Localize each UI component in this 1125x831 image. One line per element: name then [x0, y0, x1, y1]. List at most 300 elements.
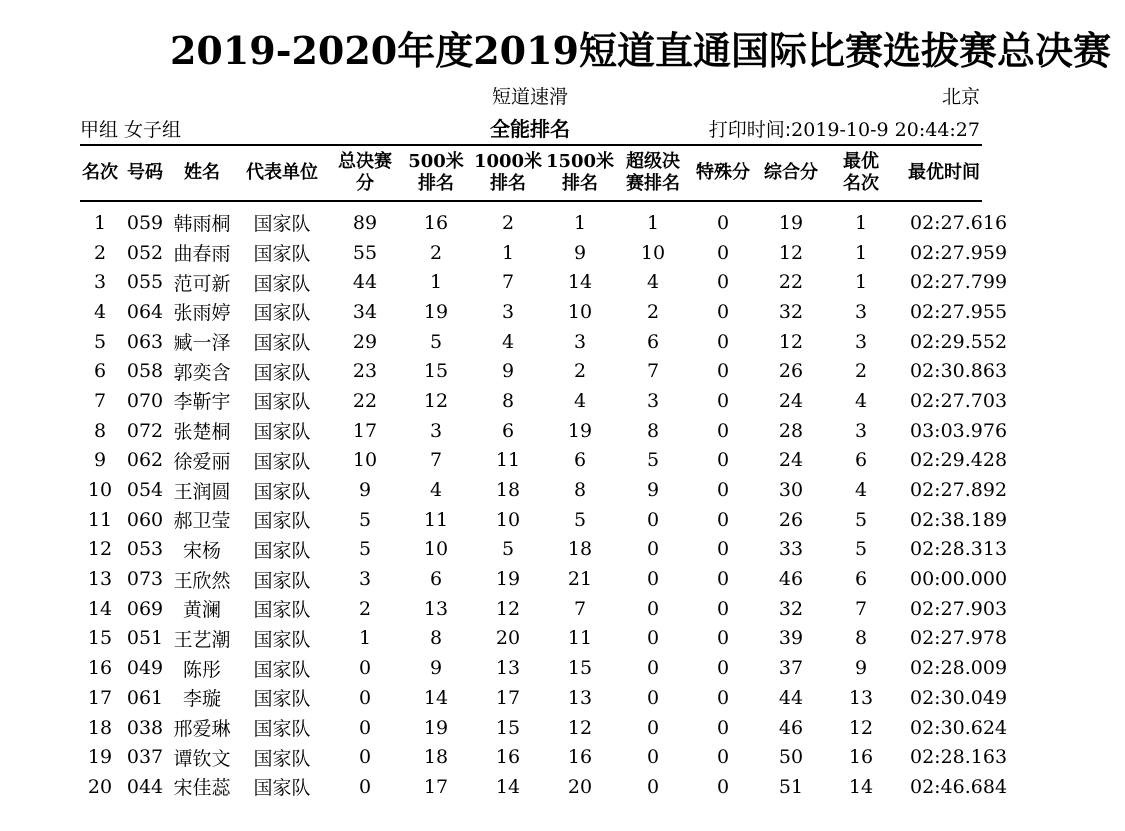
cell-rank: 20: [87, 775, 113, 798]
table-row: [80, 653, 992, 683]
cell-final-score: 89: [352, 211, 378, 234]
cell-rank-1000m: 15: [495, 716, 521, 739]
cell-rank-500m: 13: [423, 597, 449, 620]
cell-special-score: 0: [716, 597, 730, 620]
table-row: [80, 535, 992, 565]
cell-number: 059: [126, 211, 164, 234]
cell-final-score: 34: [352, 300, 378, 323]
cell-rank-500m: 7: [429, 449, 443, 472]
cell-rank-1500m: 15: [567, 657, 593, 680]
cell-rank-1000m: 1: [501, 241, 515, 264]
cell-best-rank: 2: [854, 360, 868, 383]
cell-special-score: 0: [716, 241, 730, 264]
cell-best-rank: 6: [854, 568, 868, 591]
cell-rank-1500m: 16: [567, 746, 593, 769]
cell-rank-1000m: 5: [501, 538, 515, 561]
cell-rank-1500m: 21: [567, 568, 593, 591]
cell-rank-1500m: 18: [567, 538, 593, 561]
cell-special-score: 0: [716, 508, 730, 531]
cell-unit: 国家队: [253, 658, 311, 681]
cell-rank-1000m: 17: [495, 686, 521, 709]
cell-special-score: 0: [716, 479, 730, 502]
cell-rank: 12: [87, 538, 113, 561]
cell-unit: 国家队: [253, 302, 311, 325]
cell-rank: 16: [87, 657, 113, 680]
cell-rank-1500m: 1: [573, 211, 587, 234]
ranking-title: 全能排名: [490, 117, 570, 141]
cell-final-score: 9: [358, 479, 372, 502]
cell-name: 邢爱琳: [173, 718, 231, 741]
cell-number: 060: [126, 508, 164, 531]
cell-best-rank: 6: [854, 449, 868, 472]
cell-final-score: 23: [352, 360, 378, 383]
cell-superfinal-rank: 0: [646, 508, 660, 531]
cell-best-time: 02:27.959: [910, 241, 1008, 264]
cell-unit: 国家队: [253, 272, 311, 295]
cell-rank: 2: [93, 241, 107, 264]
cell-best-time: 02:27.703: [910, 389, 1008, 412]
cell-special-score: 0: [716, 686, 730, 709]
info-line: [80, 113, 980, 143]
cell-number: 052: [126, 241, 164, 264]
cell-name: 李靳宇: [173, 391, 231, 414]
cell-final-score: 10: [352, 449, 378, 472]
cell-unit: 国家队: [253, 628, 311, 651]
cell-unit: 国家队: [253, 539, 311, 562]
cell-special-score: 0: [716, 538, 730, 561]
cell-superfinal-rank: 0: [646, 775, 660, 798]
table-row: [80, 564, 992, 594]
cell-best-time: 02:28.009: [910, 657, 1008, 680]
cell-final-score: 0: [358, 746, 372, 769]
cell-rank: 1: [93, 211, 107, 234]
cell-total-score: 51: [778, 775, 804, 798]
header-spacer: [80, 200, 992, 208]
cell-best-rank: 1: [854, 271, 868, 294]
cell-total-score: 33: [778, 538, 804, 561]
cell-rank: 6: [93, 360, 107, 383]
cell-best-rank: 4: [854, 389, 868, 412]
cell-rank-1500m: 2: [573, 360, 587, 383]
cell-rank-1000m: 4: [501, 330, 515, 353]
cell-number: 037: [126, 746, 164, 769]
cell-rank-1000m: 10: [495, 508, 521, 531]
cell-superfinal-rank: 2: [646, 300, 660, 323]
cell-final-score: 55: [352, 241, 378, 264]
cell-superfinal-rank: 6: [646, 330, 660, 353]
cell-superfinal-rank: 9: [646, 479, 660, 502]
cell-total-score: 26: [778, 360, 804, 383]
table-row: [80, 624, 992, 654]
cell-rank-1500m: 12: [567, 716, 593, 739]
cell-number: 044: [126, 775, 164, 798]
cell-rank-1500m: 13: [567, 686, 593, 709]
table-row: [80, 594, 992, 624]
cell-unit: 国家队: [253, 510, 311, 533]
cell-best-time: 02:30.863: [910, 360, 1008, 383]
cell-name: 李璇: [182, 688, 221, 711]
cell-name: 范可新: [173, 272, 231, 295]
cell-best-time: 02:27.799: [910, 271, 1008, 294]
cell-number: 053: [126, 538, 164, 561]
cell-rank-1500m: 3: [573, 330, 587, 353]
table-row: [80, 356, 992, 386]
cell-rank-1000m: 6: [501, 419, 515, 442]
cell-superfinal-rank: 0: [646, 597, 660, 620]
sport-name: 短道速滑: [491, 86, 568, 108]
cell-rank-500m: 11: [423, 508, 449, 531]
cell-superfinal-rank: 0: [646, 686, 660, 709]
cell-rank: 11: [87, 508, 113, 531]
cell-rank: 5: [93, 330, 107, 353]
cell-unit: 国家队: [253, 361, 311, 384]
cell-total-score: 37: [778, 657, 804, 680]
cell-rank: 17: [87, 686, 113, 709]
cell-rank-1000m: 18: [495, 479, 521, 502]
table-row: [80, 297, 992, 327]
cell-total-score: 32: [778, 300, 804, 323]
table-row: [80, 742, 992, 772]
table-row: [80, 386, 992, 416]
cell-total-score: 28: [778, 419, 804, 442]
cell-best-rank: 13: [848, 686, 874, 709]
cell-rank: 9: [93, 449, 107, 472]
cell-name: 谭钦文: [173, 747, 231, 770]
cell-final-score: 44: [352, 271, 378, 294]
cell-superfinal-rank: 4: [646, 271, 660, 294]
cell-name: 张楚桐: [173, 421, 231, 444]
cell-best-rank: 4: [854, 479, 868, 502]
cell-rank-500m: 14: [423, 686, 449, 709]
cell-best-rank: 1: [854, 241, 868, 264]
cell-special-score: 0: [716, 271, 730, 294]
group-label: 甲组 女子组: [80, 119, 182, 141]
cell-best-time: 02:27.616: [910, 211, 1008, 234]
cell-number: 058: [126, 360, 164, 383]
cell-rank-1500m: 10: [567, 300, 593, 323]
cell-total-score: 39: [778, 627, 804, 650]
cell-rank-1000m: 7: [501, 271, 515, 294]
cell-best-rank: 12: [848, 716, 874, 739]
table-row: [80, 416, 992, 446]
cell-best-rank: 5: [854, 508, 868, 531]
cell-best-rank: 3: [854, 330, 868, 353]
cell-number: 049: [126, 657, 164, 680]
cell-final-score: 5: [358, 508, 372, 531]
cell-special-score: 0: [716, 300, 730, 323]
cell-final-score: 0: [358, 775, 372, 798]
cell-rank-500m: 19: [423, 716, 449, 739]
cell-special-score: 0: [716, 568, 730, 591]
cell-unit: 国家队: [253, 688, 311, 711]
cell-final-score: 29: [352, 330, 378, 353]
cell-number: 061: [126, 686, 164, 709]
cell-total-score: 46: [778, 716, 804, 739]
cell-rank-1500m: 14: [567, 271, 593, 294]
cell-unit: 国家队: [253, 450, 311, 473]
cell-total-score: 24: [778, 449, 804, 472]
cell-special-score: 0: [716, 627, 730, 650]
cell-final-score: 1: [358, 627, 372, 650]
col-header-total: 综合分: [764, 162, 818, 183]
cell-name: 曲春雨: [173, 243, 231, 266]
cell-best-time: 02:38.189: [910, 508, 1008, 531]
cell-rank-1000m: 16: [495, 746, 521, 769]
cell-number: 054: [126, 479, 164, 502]
cell-total-score: 50: [778, 746, 804, 769]
cell-rank-500m: 5: [429, 330, 443, 353]
cell-best-time: 02:29.428: [910, 449, 1008, 472]
ranking-table: [80, 146, 1008, 802]
cell-name: 韩雨桐: [173, 213, 231, 236]
cell-rank-1500m: 7: [573, 597, 587, 620]
cell-unit: 国家队: [253, 391, 311, 414]
cell-rank-1500m: 19: [567, 419, 593, 442]
col-header-best-rank: 最优 名次: [843, 151, 879, 194]
cell-rank-1000m: 20: [495, 627, 521, 650]
cell-rank: 13: [87, 568, 113, 591]
cell-best-time: 02:30.624: [910, 716, 1008, 739]
cell-superfinal-rank: 3: [646, 389, 660, 412]
cell-total-score: 30: [778, 479, 804, 502]
cell-best-time: 02:30.049: [910, 686, 1008, 709]
table-row: [80, 446, 992, 476]
cell-rank-1000m: 3: [501, 300, 515, 323]
cell-superfinal-rank: 5: [646, 449, 660, 472]
table-row: [80, 772, 992, 802]
cell-rank-500m: 4: [429, 479, 443, 502]
cell-number: 064: [126, 300, 164, 323]
cell-rank-500m: 10: [423, 538, 449, 561]
cell-total-score: 26: [778, 508, 804, 531]
col-header-1000m: 1000米 排名: [473, 151, 543, 194]
table-row: [80, 208, 992, 238]
col-header-1500m: 1500米 排名: [545, 151, 615, 194]
cell-rank-1500m: 9: [573, 241, 587, 264]
col-header-number: 号码: [127, 162, 163, 183]
col-header-special: 特殊分: [696, 162, 750, 183]
cell-rank-1500m: 8: [573, 479, 587, 502]
cell-superfinal-rank: 1: [646, 211, 660, 234]
cell-rank-500m: 1: [429, 271, 443, 294]
cell-unit: 国家队: [253, 718, 311, 741]
cell-name: 张雨婷: [173, 302, 231, 325]
cell-rank-500m: 9: [429, 657, 443, 680]
cell-name: 王艺潮: [173, 628, 231, 651]
cell-rank-1000m: 13: [495, 657, 521, 680]
page-title: 2019-2020年度2019短道直通国际比赛选拔赛总决赛: [169, 28, 1111, 73]
cell-best-rank: 9: [854, 657, 868, 680]
table-row: [80, 505, 992, 535]
cell-name: 徐爱丽: [173, 450, 231, 473]
cell-total-score: 22: [778, 271, 804, 294]
cell-best-rank: 3: [854, 300, 868, 323]
cell-rank-1000m: 9: [501, 360, 515, 383]
cell-rank: 3: [93, 271, 107, 294]
cell-number: 070: [126, 389, 164, 412]
col-header-final-score: 总决赛 分: [338, 151, 392, 194]
cell-best-time: 02:28.163: [910, 746, 1008, 769]
cell-best-time: 00:00.000: [910, 568, 1008, 591]
cell-rank-1000m: 11: [495, 449, 521, 472]
subtitle-line: [80, 80, 980, 110]
cell-superfinal-rank: 0: [646, 627, 660, 650]
cell-rank-1500m: 20: [567, 775, 593, 798]
cell-rank-500m: 17: [423, 775, 449, 798]
cell-unit: 国家队: [253, 332, 311, 355]
cell-number: 062: [126, 449, 164, 472]
cell-rank-1500m: 5: [573, 508, 587, 531]
cell-special-score: 0: [716, 389, 730, 412]
print-time: [709, 115, 980, 142]
table-row: [80, 267, 992, 297]
table-header-row: [80, 146, 992, 200]
cell-number: 072: [126, 419, 164, 442]
table-row: [80, 683, 992, 713]
cell-number: 063: [126, 330, 164, 353]
cell-final-score: 0: [358, 716, 372, 739]
cell-unit: 国家队: [253, 243, 311, 266]
cell-special-score: 0: [716, 746, 730, 769]
cell-final-score: 22: [352, 389, 378, 412]
cell-special-score: 0: [716, 716, 730, 739]
cell-number: 073: [126, 568, 164, 591]
cell-name: 陈彤: [182, 658, 221, 681]
cell-rank: 18: [87, 716, 113, 739]
cell-rank-500m: 16: [423, 211, 449, 234]
col-header-unit: 代表单位: [246, 162, 318, 183]
cell-rank: 10: [87, 479, 113, 502]
cell-special-score: 0: [716, 211, 730, 234]
cell-total-score: 19: [778, 211, 804, 234]
cell-special-score: 0: [716, 330, 730, 353]
cell-name: 宋杨: [182, 539, 221, 562]
print-time-value: 2019-10-9 20:44:27: [791, 119, 980, 141]
cell-best-time: 03:03.976: [910, 419, 1008, 442]
cell-best-rank: 8: [854, 627, 868, 650]
cell-superfinal-rank: 0: [646, 538, 660, 561]
cell-total-score: 12: [778, 241, 804, 264]
cell-best-time: 02:27.903: [910, 597, 1008, 620]
cell-special-score: 0: [716, 657, 730, 680]
cell-rank: 15: [87, 627, 113, 650]
cell-name: 王润圆: [173, 480, 231, 503]
col-header-500m: 500米 排名: [408, 151, 464, 194]
city-name: 北京: [941, 86, 980, 108]
cell-rank-500m: 19: [423, 300, 449, 323]
table-body: [80, 200, 1008, 802]
cell-number: 051: [126, 627, 164, 650]
cell-superfinal-rank: 8: [646, 419, 660, 442]
cell-superfinal-rank: 0: [646, 657, 660, 680]
cell-final-score: 0: [358, 657, 372, 680]
cell-rank-1500m: 4: [573, 389, 587, 412]
table-row: [80, 327, 992, 357]
cell-name: 宋佳蕊: [173, 777, 231, 800]
cell-final-score: 5: [358, 538, 372, 561]
cell-rank: 14: [87, 597, 113, 620]
cell-total-score: 12: [778, 330, 804, 353]
cell-rank-500m: 12: [423, 389, 449, 412]
cell-final-score: 3: [358, 568, 372, 591]
cell-superfinal-rank: 0: [646, 746, 660, 769]
cell-total-score: 46: [778, 568, 804, 591]
cell-best-time: 02:46.684: [910, 775, 1008, 798]
table-row: [80, 475, 992, 505]
cell-rank-500m: 18: [423, 746, 449, 769]
cell-rank-1000m: 8: [501, 389, 515, 412]
cell-final-score: 17: [352, 419, 378, 442]
cell-number: 055: [126, 271, 164, 294]
cell-rank-1000m: 19: [495, 568, 521, 591]
cell-special-score: 0: [716, 360, 730, 383]
cell-unit: 国家队: [253, 421, 311, 444]
cell-best-rank: 3: [854, 419, 868, 442]
cell-superfinal-rank: 0: [646, 568, 660, 591]
cell-name: 郭奕含: [173, 361, 231, 384]
cell-final-score: 0: [358, 686, 372, 709]
cell-best-time: 02:27.978: [910, 627, 1008, 650]
cell-best-time: 02:27.892: [910, 479, 1008, 502]
cell-rank-500m: 3: [429, 419, 443, 442]
cell-best-rank: 5: [854, 538, 868, 561]
cell-best-time: 02:28.313: [910, 538, 1008, 561]
print-time-label: 打印时间:: [708, 119, 792, 141]
cell-best-rank: 1: [854, 211, 868, 234]
cell-rank: 4: [93, 300, 107, 323]
cell-unit: 国家队: [253, 599, 311, 622]
cell-rank-1000m: 2: [501, 211, 515, 234]
table-row: [80, 713, 992, 743]
cell-name: 王欣然: [173, 569, 231, 592]
cell-final-score: 2: [358, 597, 372, 620]
cell-number: 069: [126, 597, 164, 620]
cell-total-score: 24: [778, 389, 804, 412]
cell-unit: 国家队: [253, 777, 311, 800]
cell-best-rank: 7: [854, 597, 868, 620]
cell-unit: 国家队: [253, 569, 311, 592]
cell-best-rank: 14: [848, 775, 874, 798]
cell-name: 臧一泽: [173, 332, 231, 355]
cell-rank-1000m: 12: [495, 597, 521, 620]
cell-best-rank: 16: [848, 746, 874, 769]
cell-rank-500m: 6: [429, 568, 443, 591]
cell-rank-500m: 2: [429, 241, 443, 264]
cell-rank: 7: [93, 389, 107, 412]
cell-unit: 国家队: [253, 747, 311, 770]
cell-rank: 8: [93, 419, 107, 442]
cell-rank-500m: 15: [423, 360, 449, 383]
table-row: [80, 238, 992, 268]
cell-number: 038: [126, 716, 164, 739]
cell-rank-1500m: 6: [573, 449, 587, 472]
cell-name: 郝卫莹: [173, 510, 231, 533]
cell-rank: 19: [87, 746, 113, 769]
cell-special-score: 0: [716, 419, 730, 442]
cell-special-score: 0: [716, 449, 730, 472]
cell-best-time: 02:29.552: [910, 330, 1008, 353]
cell-superfinal-rank: 10: [640, 241, 666, 264]
cell-superfinal-rank: 7: [646, 360, 660, 383]
cell-special-score: 0: [716, 775, 730, 798]
cell-best-time: 02:27.955: [910, 300, 1008, 323]
cell-unit: 国家队: [253, 213, 311, 236]
col-header-name: 姓名: [184, 162, 220, 183]
cell-name: 黄澜: [182, 599, 221, 622]
col-header-rank: 名次: [82, 162, 118, 183]
col-header-best-time: 最优时间: [908, 162, 980, 183]
cell-rank-1500m: 11: [567, 627, 593, 650]
